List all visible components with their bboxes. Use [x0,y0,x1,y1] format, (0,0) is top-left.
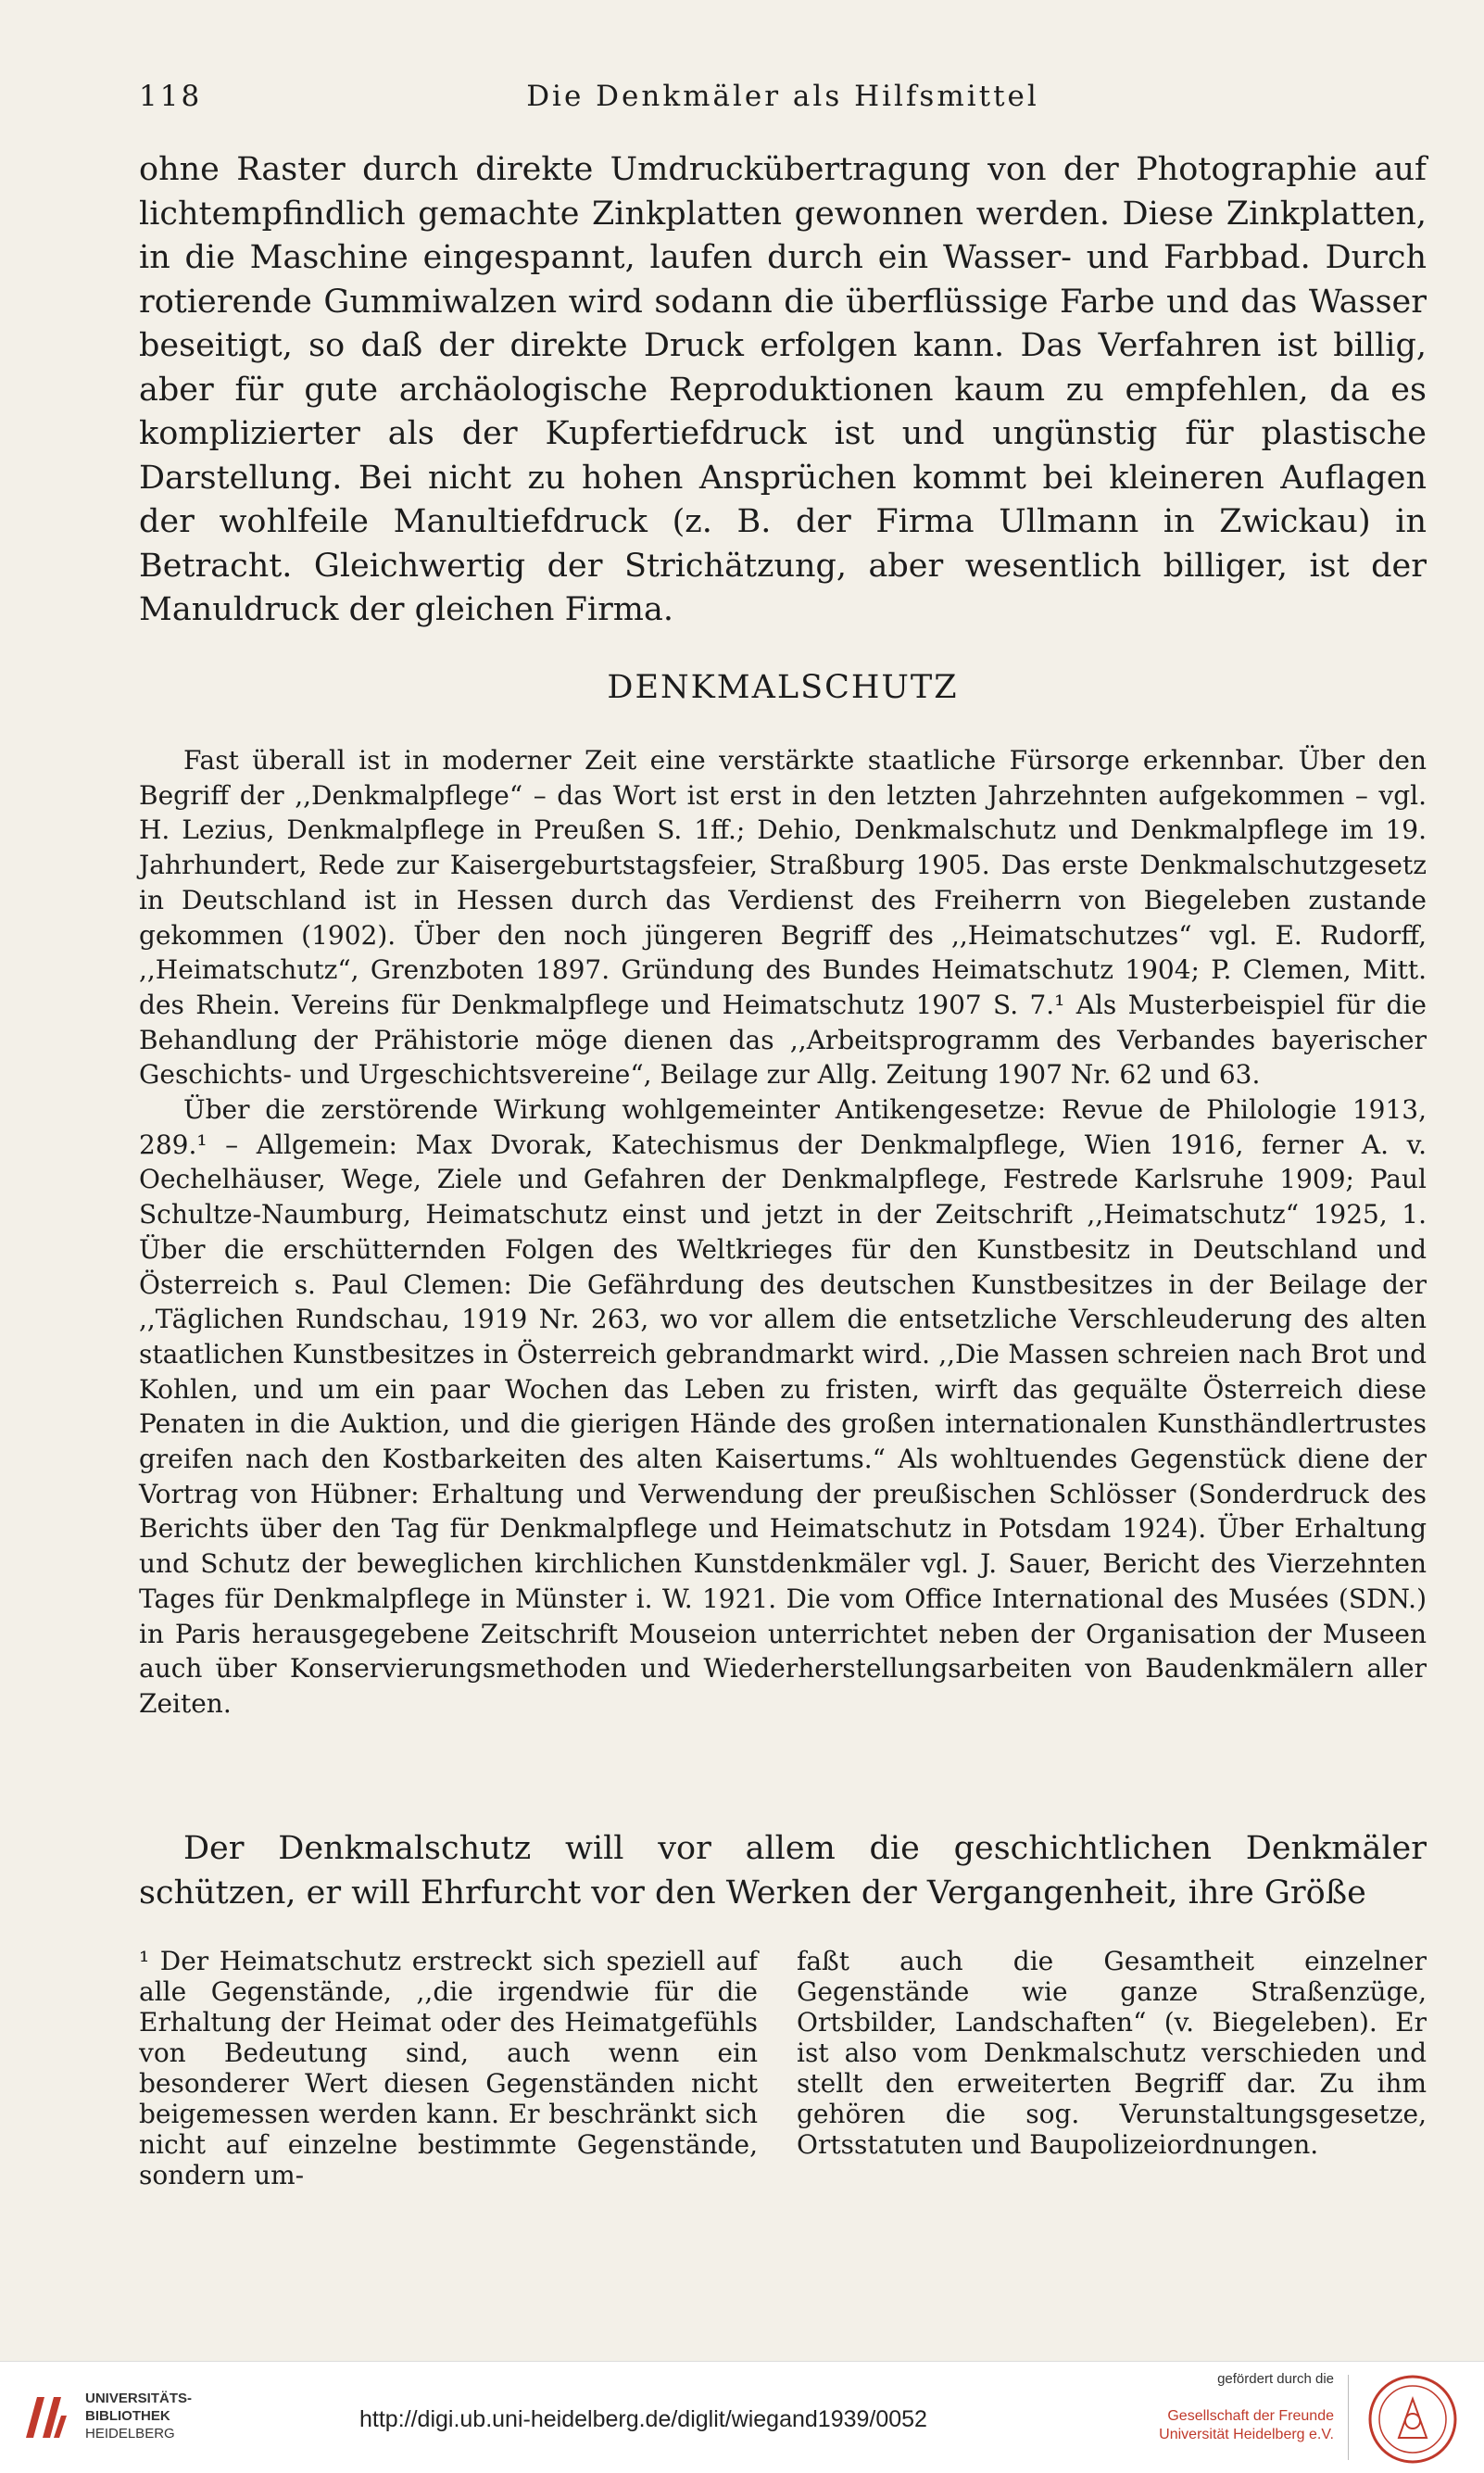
small-print-block [139,743,1427,1722]
sponsor-block [1126,2371,1334,2444]
section-heading: DENKMALSCHUTZ [607,669,959,706]
library-line-1: UNIVERSITÄTS- [85,2391,193,2406]
small-paragraph-1: Fast überall ist in moderner Zeit eine verstärkte staatliche Fürsorge erkennbar. Über den Begriff der ,,Denkmalpflege“ – das Wort ist erst in den letzten Jahrzehnten aufgekommen – vgl. H. Lezius, Denkmalpflege in Preußen S. 1ff.; Dehio, Denkmalschutz und Denkmalpflege im 19. Jahrhundert, Rede zur Kaisergeburtstagsfeier, Straßburg 1905. Das erste Denkmalschutzgesetz in Deutschland ist in Hessen durch das Verdienst des Freiherrn von Biegeleben zustande gekommen (1902). Über den noch jüngeren Begriff des ,,Heimatschutzes“ vgl. E. Rudorff, ,,Heimatschutz“, Grenzboten 1897. Gründung des Bundes Heimatschutz 1904; P. Clemen, Mitt. des Rhein. Vereins für Denkmalpflege und Heimatschutz 1907 S. 7.¹ Als Musterbeispiel für die Behandlung der Prähistorie möge dienen das ,,Arbeitsprogramm des Verbandes bayerischer Geschichts- und Urgeschichtsvereine“, Beilage zur Allg. Zeitung 1907 Nr. 62 und 63. [139,745,1427,1091]
library-name [85,2390,192,2442]
small-paragraph-2: Über die zerstörende Wirkung wohlgemeinter Antikengesetze: Revue de Philologie 1913, 289.¹ – Allgemein: Max Dvorak, Katechismus der Denkmalpflege, Wien 1916, ferner A. v. Oechelhäuser, Wege, Ziele und Gefahren der Denkmalpflege, Festrede Karlsruhe 1909; Paul Schultze-Naumburg, Heimatschutz einst und jetzt in der Zeitschrift ,,Heimatschutz“ 1925, 1. Über die erschütternden Folgen des Weltkrieges für den Kunstbesitz in Deutschland und Österreich s. Paul Clemen: Die Gefährdung des deutschen Kunstbesitzes in der Beilage der ,,Täglichen Rundschau, 1919 Nr. 263, wo vor allem die entsetzliche Verschleuderung des alten staatlichen Kunstbesitzes in Österreich gebrandmarkt wird. ,,Die Massen schreien nach Brot und Kohlen, und um ein paar Wochen das Leben zu fristen, wirft das gequälte Österreich diese Penaten in die Auktion, und die gierigen Hände des großen internationalen Kunsthändlertrustes greifen nach den Kostbarkeiten des alten Kaisertums.“ Als wohltuendes Gegenstück diene der Vortrag von Hübner: Erhaltung und Verwendung der preußischen Schlösser (Sonderdruck des Berichts über den Tag für Denkmalpflege und Heimatschutz in Potsdam 1924). Über Erhaltung und Schutz der beweglichen kirchlichen Kunstdenkmäler vgl. J. Sauer, Bericht des Vierzehnten Tages für Denkmalpflege in Münster i. W. 1921. Die vom Office International des Musées (SDN.) in Paris herausgegebene Zeitschrift Mouseion unterrichtet neben der Organisation der Museen auch über Konservierungsmethoden und Wiederherstellungsarbeiten von Baudenkmälern aller Zeiten. [139,1094,1427,1719]
footnote-left-column: ¹ Der Heimatschutz erstreckt sich speziell auf alle Gegenstände, ,,die irgendwie für die Erhaltung der Heimat oder des Heimatgefühls von Bedeutung sind, auch wenn ein besonderer Wert diesen Gegenständen nicht beigemessen werden kann. Er beschränkt sich nicht auf einzelne bestimmte Gegenstände, sondern um- [139,1946,758,2190]
sponsor-org [1126,2407,1334,2444]
page-number: 118 [139,80,203,113]
footer-divider [1348,2375,1349,2460]
body-paragraph-1: ohne Raster durch direkte Umdruckübertragung von der Photographie auf lichtempfindlich gemachte Zinkplatten gewonnen werden. Diese Zinkplatten, in die Maschine eingespannt, laufen durch ein Wasser- und Farbbad. Durch rotierende Gummiwalzen wird sodann die überflüssige Farbe und das Wasser beseitigt, so daß der direkte Druck erfolgen kann. Das Verfahren ist billig, aber für gute archäologische Reproduktionen kaum zu empfehlen, da es komplizierter als der Kupfertiefdruck ist und ungünstig für plastische Darstellung. Bei nicht zu hohen Ansprüchen kommt bei kleineren Auflagen der wohlfeile Manultiefdruck (z. B. der Firma Ullmann in Zwickau) in Betracht. Gleichwertig der Strichätzung, aber wesentlich billiger, ist der Manuldruck der gleichen Firma. [139,151,1427,628]
running-title: Die Denkmäler als Hilfsmittel [526,80,1039,113]
footnotes [139,1946,1427,2190]
body-paragraph-2: Der Denkmalschutz will vor allem die geschichtlichen Denkmäler schützen, er will Ehrfurcht vor den Werken der Vergangenheit, ihre Größe [139,1830,1427,1912]
library-line-2: BIBLIOTHEK [85,2408,170,2424]
sponsor-org-line-2: Universität Heidelberg e.V. [1159,2427,1334,2442]
digitization-footer [0,2361,1484,2473]
sponsor-lead: gefördert durch die [1217,2371,1334,2387]
library-line-3: HEIDELBERG [85,2426,175,2441]
page-header [139,80,1427,126]
university-seal-icon [1362,2373,1464,2466]
library-logo-icon [17,2388,76,2447]
permalink-url[interactable]: http://digi.ub.uni-heidelberg.de/diglit/wiegand1939/0052 [359,2406,927,2432]
sponsor-org-line-1: Gesellschaft der Freunde [1167,2408,1334,2424]
footnote-right-column: faßt auch die Gesamtheit einzelner Gegenstände wie ganze Straßenzüge, Ortsbilder, Landschaften“ (v. Biegeleben). Er ist also vom Denkmalschutz verschieden und stellt den erweiterten Begriff dar. Zu ihm gehören die sog. Verunstaltungsgesetze, Ortsstatuten und Baupolizeiordnungen. [797,1946,1427,2160]
